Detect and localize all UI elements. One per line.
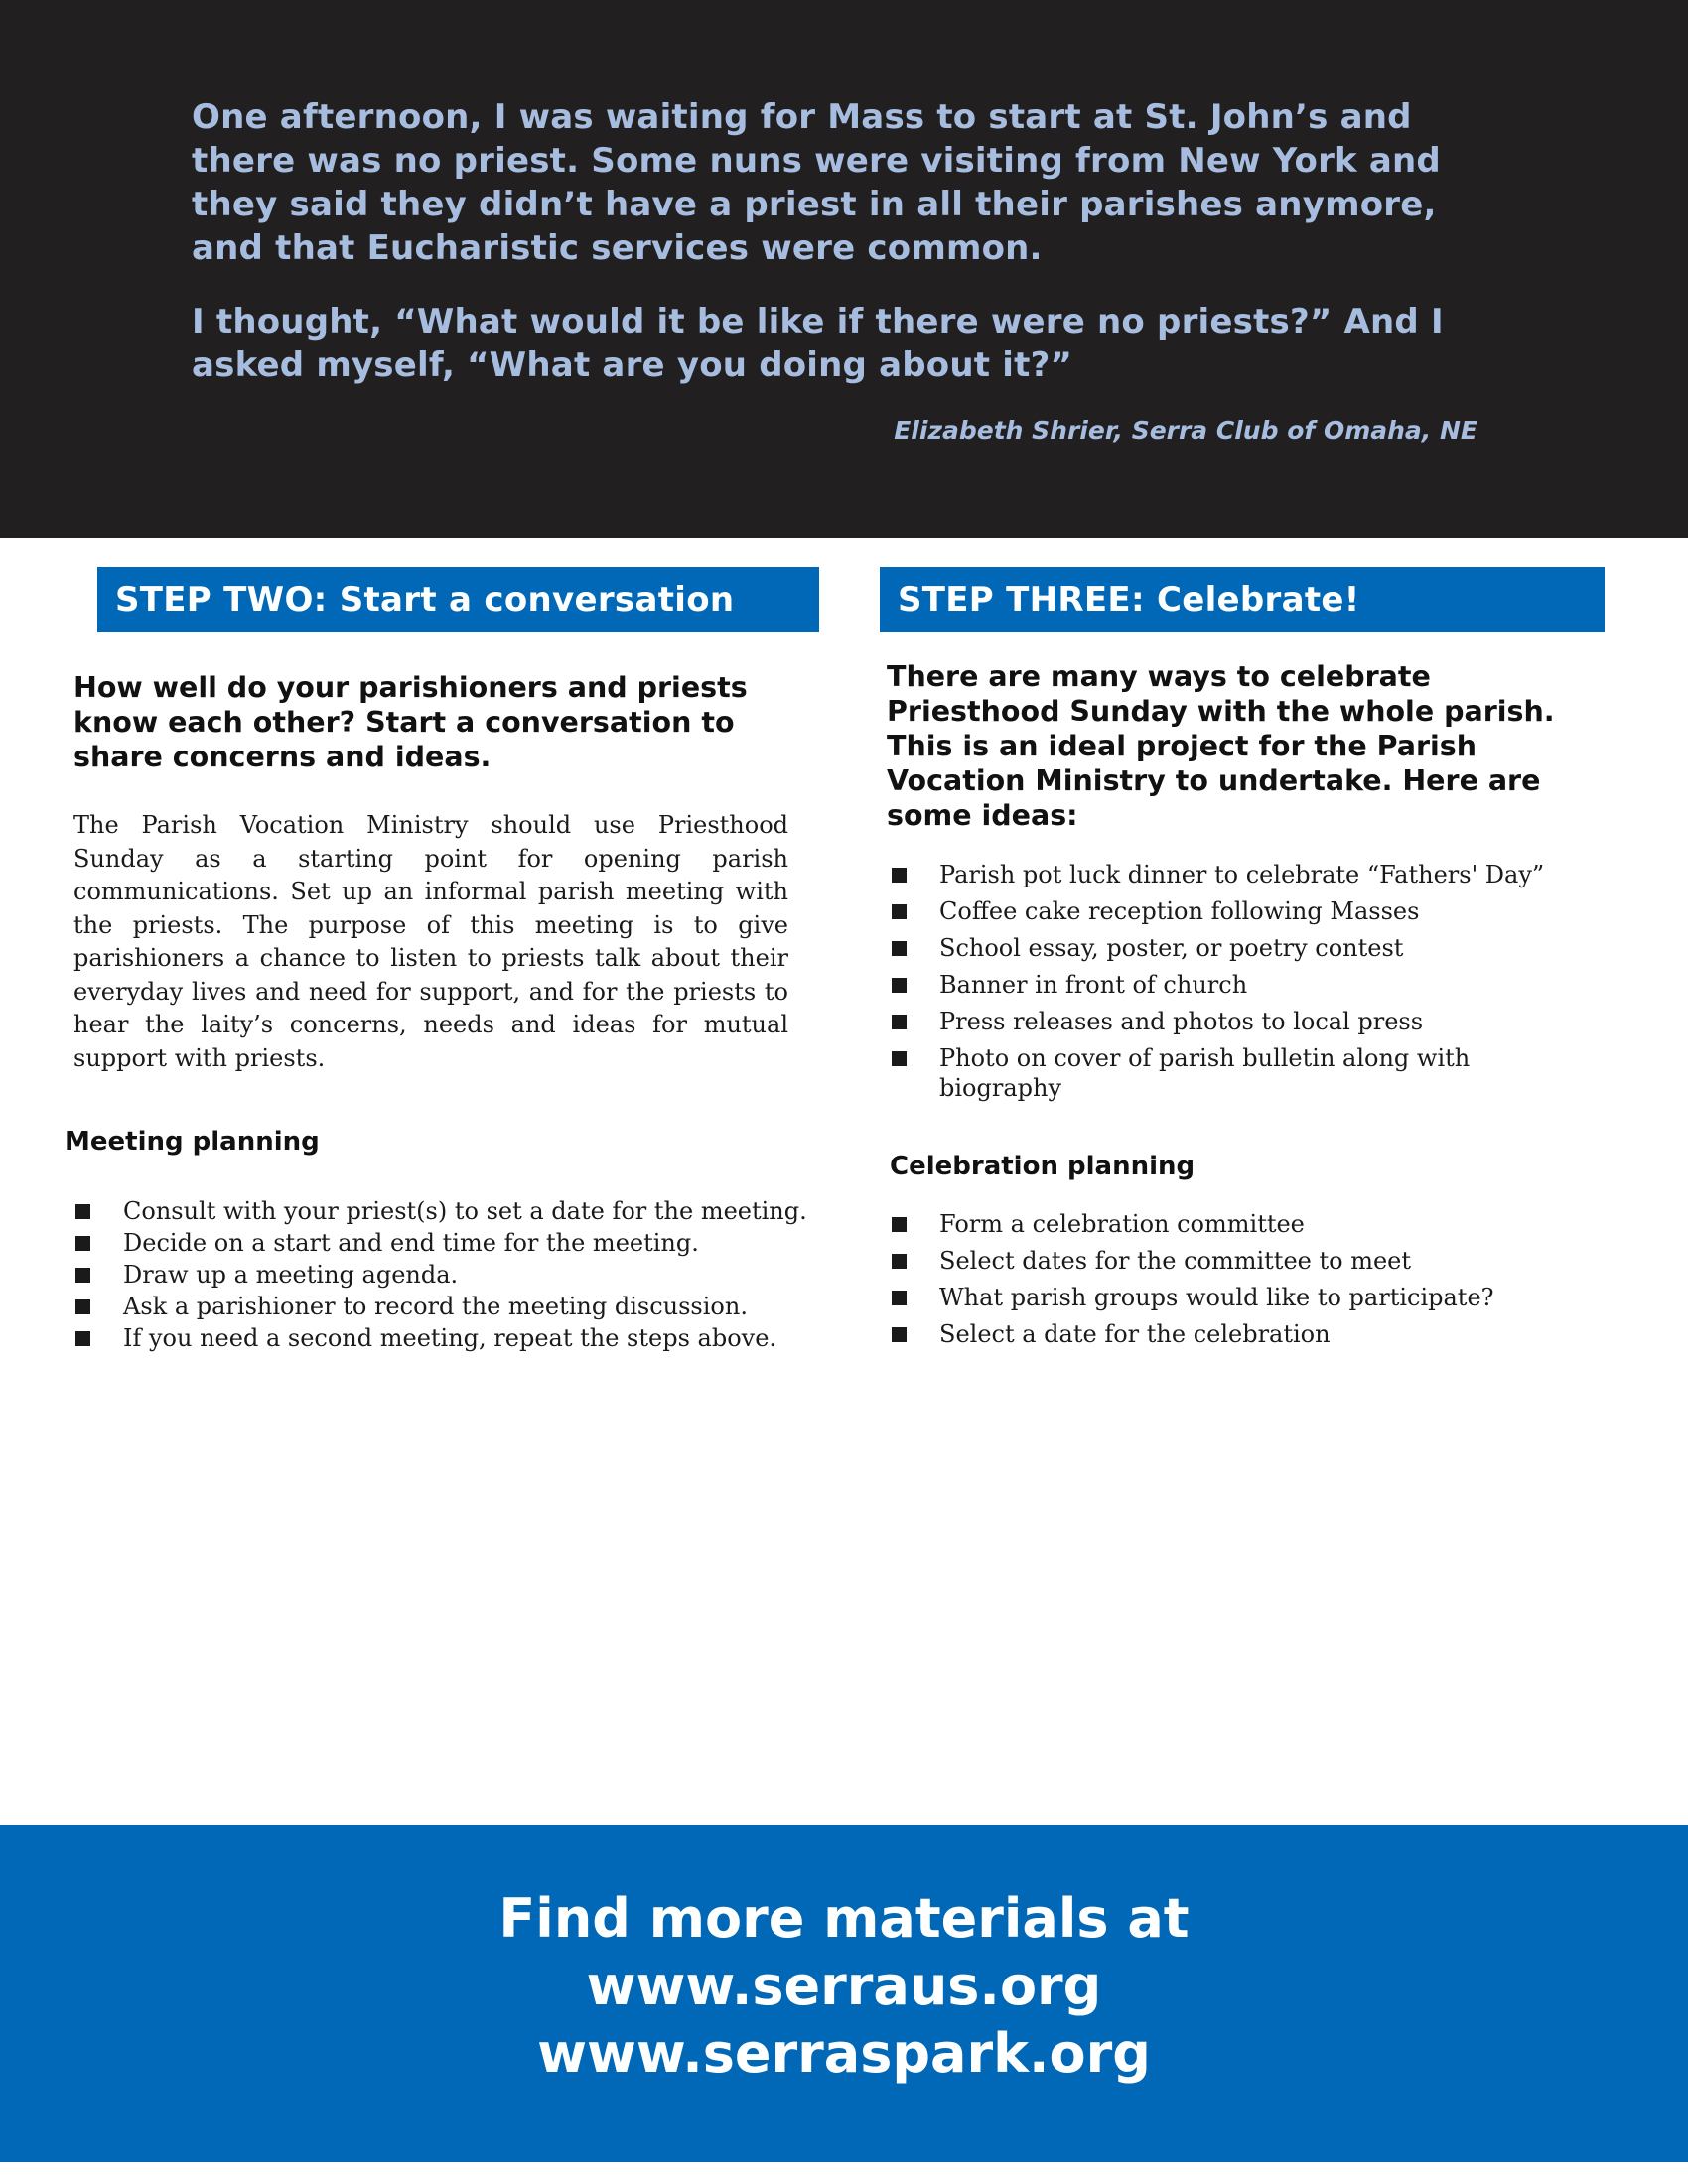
list-item [892,1246,1587,1276]
list-item-text: School essay, poster, or poetry contest [939,934,1404,962]
celebration-ideas-list [892,860,1587,1110]
quote-paragraph-2: I thought, “What would it be like if there were no priests?” And I asked myself, “What are you doing about it?” [192,302,1444,385]
step-three-lead: There are many ways to celebrate Priesthood Sunday with the whole parish. This is an ideal project for the Parish Vocation Ministry to undertake. Here are some ideas: [887,660,1555,832]
quote-banner [0,0,1688,538]
footer-banner [0,1825,1688,2162]
square-bullet-icon [892,1051,907,1066]
list-item [892,1283,1587,1312]
square-bullet-icon [892,1254,907,1269]
list-item [892,1319,1587,1349]
celebration-planning-heading: Celebration planning [890,1152,1196,1181]
celebration-planning-list [892,1209,1587,1356]
list-item-text: Draw up a meeting agenda. [123,1261,459,1289]
list-item-text: Ask a parishioner to record the meeting discussion. [123,1293,748,1320]
square-bullet-icon [75,1331,90,1346]
square-bullet-icon [75,1236,90,1251]
list-item-text: Select a date for the celebration [939,1320,1331,1348]
step-two-body: The Parish Vocation Ministry should use Priesthood Sunday as a starting point for opening parish communications. Set up an informal parish meeting with the priests. The purpose of this meeting is to give parishioners a chance to listen to priests talk about their everyday lives and need for support, and for the priests to hear the laity’s concerns, needs and ideas for mutual support with priests. [73,811,788,1072]
footer-text [0,1885,1688,2088]
meeting-planning-list [75,1196,810,1355]
list-item-text: Consult with your priest(s) to set a date for the meeting. [123,1197,807,1225]
list-item-text: If you need a second meeting, repeat the steps above. [123,1324,777,1352]
list-item-text: What parish groups would like to participate? [939,1284,1494,1311]
list-item-text: Banner in front of church [939,971,1248,999]
footer-line-1: Find more materials at [498,1887,1190,1950]
step-two-header [97,567,819,632]
list-item [892,1209,1587,1239]
step-three-header [880,567,1605,632]
footer-link-serraspark[interactable]: www.serraspark.org [537,2022,1151,2085]
step-two-header-label: STEP TWO: Start a conversation [115,580,735,619]
list-item [892,970,1587,1000]
square-bullet-icon [892,1327,907,1342]
list-item [75,1260,810,1290]
square-bullet-icon [892,1291,907,1305]
square-bullet-icon [892,1217,907,1232]
square-bullet-icon [892,868,907,883]
list-item-text: Parish pot luck dinner to celebrate “Fathers' Day” [939,861,1545,888]
square-bullet-icon [892,941,907,956]
list-item [75,1228,810,1258]
footer-link-serraus[interactable]: www.serraus.org [586,1955,1102,2017]
list-item-text: Press releases and photos to local press [939,1008,1424,1035]
list-item-text: Form a celebration committee [939,1210,1305,1238]
list-item [892,896,1587,926]
step-three-header-label: STEP THREE: Celebrate! [898,580,1360,619]
list-item [892,1007,1587,1036]
list-item [892,860,1587,889]
list-item-text: Photo on cover of parish bulletin along with biography [939,1044,1471,1102]
square-bullet-icon [75,1204,90,1219]
list-item-text: Select dates for the committee to meet [939,1247,1412,1275]
square-bullet-icon [892,904,907,919]
square-bullet-icon [892,978,907,993]
square-bullet-icon [892,1015,907,1029]
meeting-planning-heading: Meeting planning [65,1127,320,1157]
square-bullet-icon [75,1268,90,1283]
list-item [892,933,1587,963]
quote-paragraph-1: One afternoon, I was waiting for Mass to start at St. John’s and there was no priest. Some nuns were visiting from New York and they said they didn’t have a priest in all their parishes anymore, and that Eucharistic services were common. [192,97,1441,268]
quote-attribution: Elizabeth Shrier, Serra Club of Omaha, NE [894,416,1477,445]
list-item-text: Coffee cake reception following Masses [939,897,1420,925]
list-item [75,1323,810,1353]
square-bullet-icon [75,1299,90,1314]
list-item-text: Decide on a start and end time for the meeting. [123,1229,699,1257]
step-two-lead: How well do your parishioners and priests know each other? Start a conversation to share concerns and ideas. [73,671,748,773]
list-item [75,1292,810,1321]
list-item [892,1043,1587,1103]
list-item [75,1196,810,1226]
